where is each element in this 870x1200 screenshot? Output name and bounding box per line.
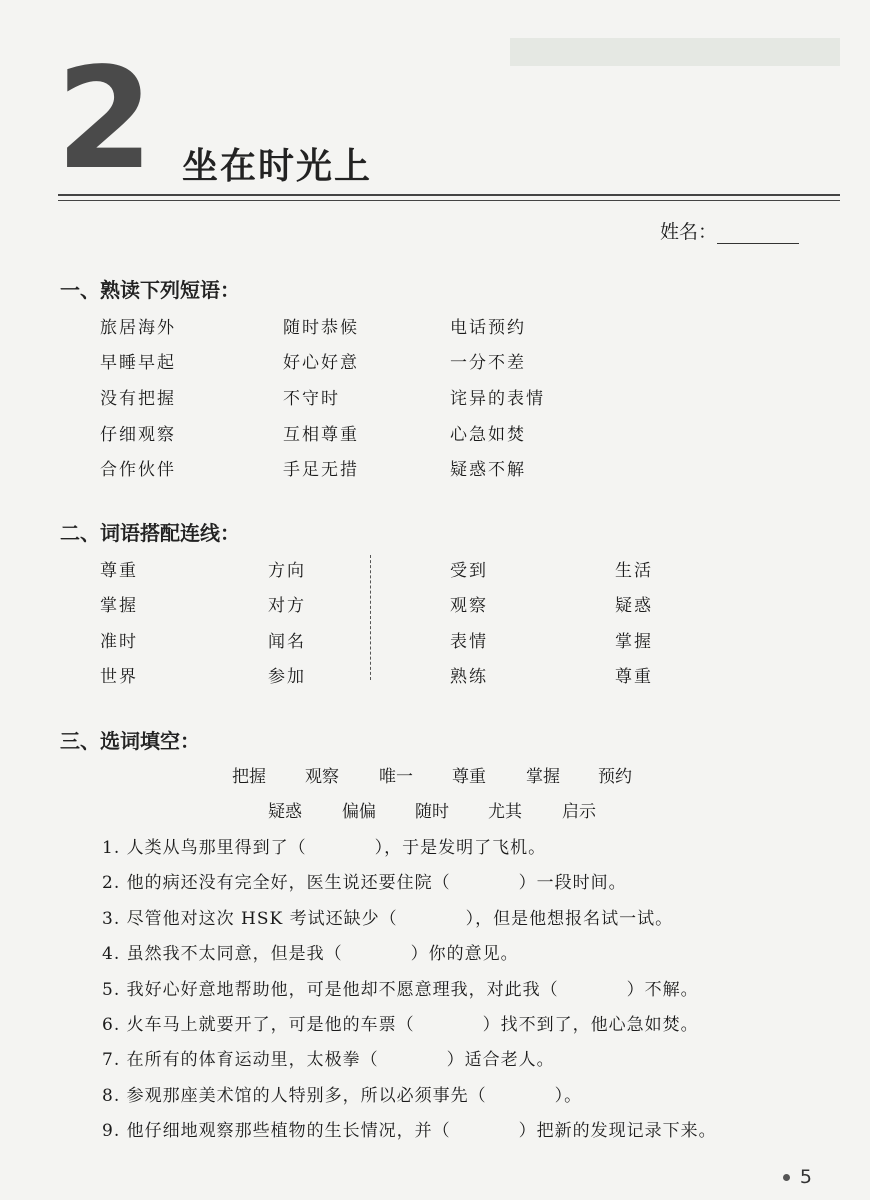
match-word[interactable]: 方向 xyxy=(268,561,306,581)
fill-sentence xyxy=(102,975,699,1000)
bleed-through-bar xyxy=(510,38,840,66)
match-word[interactable]: 掌握 xyxy=(615,632,653,652)
match-divider xyxy=(370,555,371,680)
word-bank-item: 疑惑 xyxy=(268,802,302,822)
match-word[interactable]: 尊重 xyxy=(615,667,653,687)
phrase-item: 诧异的表情 xyxy=(450,389,545,409)
sentence-text: ）找不到了，他心急如焚。 xyxy=(482,1015,699,1035)
page-number-text: 5 xyxy=(799,1166,812,1188)
word-bank-item: 启示 xyxy=(562,802,596,822)
sentence-text: 7. 在所有的体育运动里，太极拳（ xyxy=(102,1050,379,1070)
phrase-item: 互相尊重 xyxy=(283,425,359,445)
section2-title: 二、词语搭配连线： xyxy=(60,521,240,545)
word-bank-item: 偏偏 xyxy=(342,802,376,822)
sentence-text: 8. 参观那座美术馆的人特别多，所以必须事先（ xyxy=(102,1086,487,1106)
match-word[interactable]: 疑惑 xyxy=(615,596,653,616)
sentence-text: ）把新的发现记录下来。 xyxy=(518,1121,717,1141)
match-word[interactable]: 准时 xyxy=(100,632,138,652)
phrase-item: 早睡早起 xyxy=(100,353,176,373)
match-word[interactable]: 尊重 xyxy=(100,561,138,581)
title-rule-thick xyxy=(58,194,840,196)
phrase-item: 电话预约 xyxy=(450,318,526,338)
word-bank-item: 随时 xyxy=(415,802,449,822)
sentence-text: ），但是他想报名试一试。 xyxy=(465,909,674,929)
match-word[interactable]: 闻名 xyxy=(268,632,306,652)
sentence-text: 4. 虽然我不太同意，但是我（ xyxy=(102,944,343,964)
sentence-text: ）适合老人。 xyxy=(446,1050,555,1070)
name-field[interactable] xyxy=(660,217,799,244)
page-number xyxy=(783,1166,812,1188)
match-word[interactable]: 对方 xyxy=(268,596,306,616)
name-blank-line[interactable] xyxy=(717,225,799,244)
word-bank-item: 尤其 xyxy=(488,802,522,822)
word-bank-item: 唯一 xyxy=(379,767,413,787)
word-bank-item: 预约 xyxy=(598,767,632,787)
phrase-item: 好心好意 xyxy=(283,353,359,373)
sentence-text: 5. 我好心好意地帮助他，可是他却不愿意理我，对此我（ xyxy=(102,980,559,1000)
match-word[interactable]: 世界 xyxy=(100,667,138,687)
phrase-item: 一分不差 xyxy=(450,353,526,373)
word-bank-item: 掌握 xyxy=(526,767,560,787)
phrase-item: 旅居海外 xyxy=(100,318,176,338)
fill-sentence xyxy=(102,1045,555,1070)
sentence-text: 6. 火车马上就要开了，可是他的车票（ xyxy=(102,1015,415,1035)
match-word[interactable]: 受到 xyxy=(450,561,488,581)
phrase-item: 疑惑不解 xyxy=(450,460,526,480)
bullet-dot-icon xyxy=(783,1174,790,1181)
sentence-text: ）不解。 xyxy=(626,980,699,1000)
sentence-text: 9. 他仔细地观察那些植物的生长情况，并（ xyxy=(102,1121,451,1141)
fill-sentence xyxy=(102,1081,582,1106)
section3-title: 三、选词填空： xyxy=(60,729,200,753)
title-rule-thin xyxy=(58,200,840,201)
match-word[interactable]: 生活 xyxy=(615,561,653,581)
sentence-text: 2. 他的病还没有完全好，医生说还要住院（ xyxy=(102,873,451,893)
name-label: 姓名： xyxy=(660,221,718,243)
sentence-text: ）。 xyxy=(554,1086,583,1106)
sentence-text: ）一段时间。 xyxy=(518,873,627,893)
section1-title: 一、熟读下列短语： xyxy=(60,278,240,302)
phrase-item: 手足无措 xyxy=(283,460,359,480)
fill-sentence xyxy=(102,904,673,929)
match-word[interactable]: 掌握 xyxy=(100,596,138,616)
word-bank-item: 把握 xyxy=(232,767,266,787)
sentence-text: ）你的意见。 xyxy=(410,944,519,964)
fill-sentence xyxy=(102,1116,717,1141)
word-bank-item: 尊重 xyxy=(452,767,486,787)
match-word[interactable]: 参加 xyxy=(268,667,306,687)
phrase-item: 没有把握 xyxy=(100,389,176,409)
word-bank-item: 观察 xyxy=(305,767,339,787)
match-word[interactable]: 表情 xyxy=(450,632,488,652)
fill-sentence xyxy=(102,939,519,964)
phrase-item: 仔细观察 xyxy=(100,425,176,445)
phrase-item: 随时恭候 xyxy=(283,318,359,338)
match-word[interactable]: 熟练 xyxy=(450,667,488,687)
match-word[interactable]: 观察 xyxy=(450,596,488,616)
sentence-text: 1. 人类从鸟那里得到了（ xyxy=(102,838,307,858)
fill-sentence xyxy=(102,1010,699,1035)
sentence-text: ），于是发明了飞机。 xyxy=(374,838,547,858)
phrase-item: 合作伙伴 xyxy=(100,460,176,480)
fill-sentence xyxy=(102,833,546,858)
chapter-number: 2 xyxy=(56,38,154,201)
phrase-item: 不守时 xyxy=(283,389,340,409)
chapter-title: 坐在时光上 xyxy=(182,146,373,187)
fill-sentence xyxy=(102,868,627,893)
sentence-text: 3. 尽管他对这次 HSK 考试还缺少（ xyxy=(102,909,398,929)
phrase-item: 心急如焚 xyxy=(450,425,526,445)
